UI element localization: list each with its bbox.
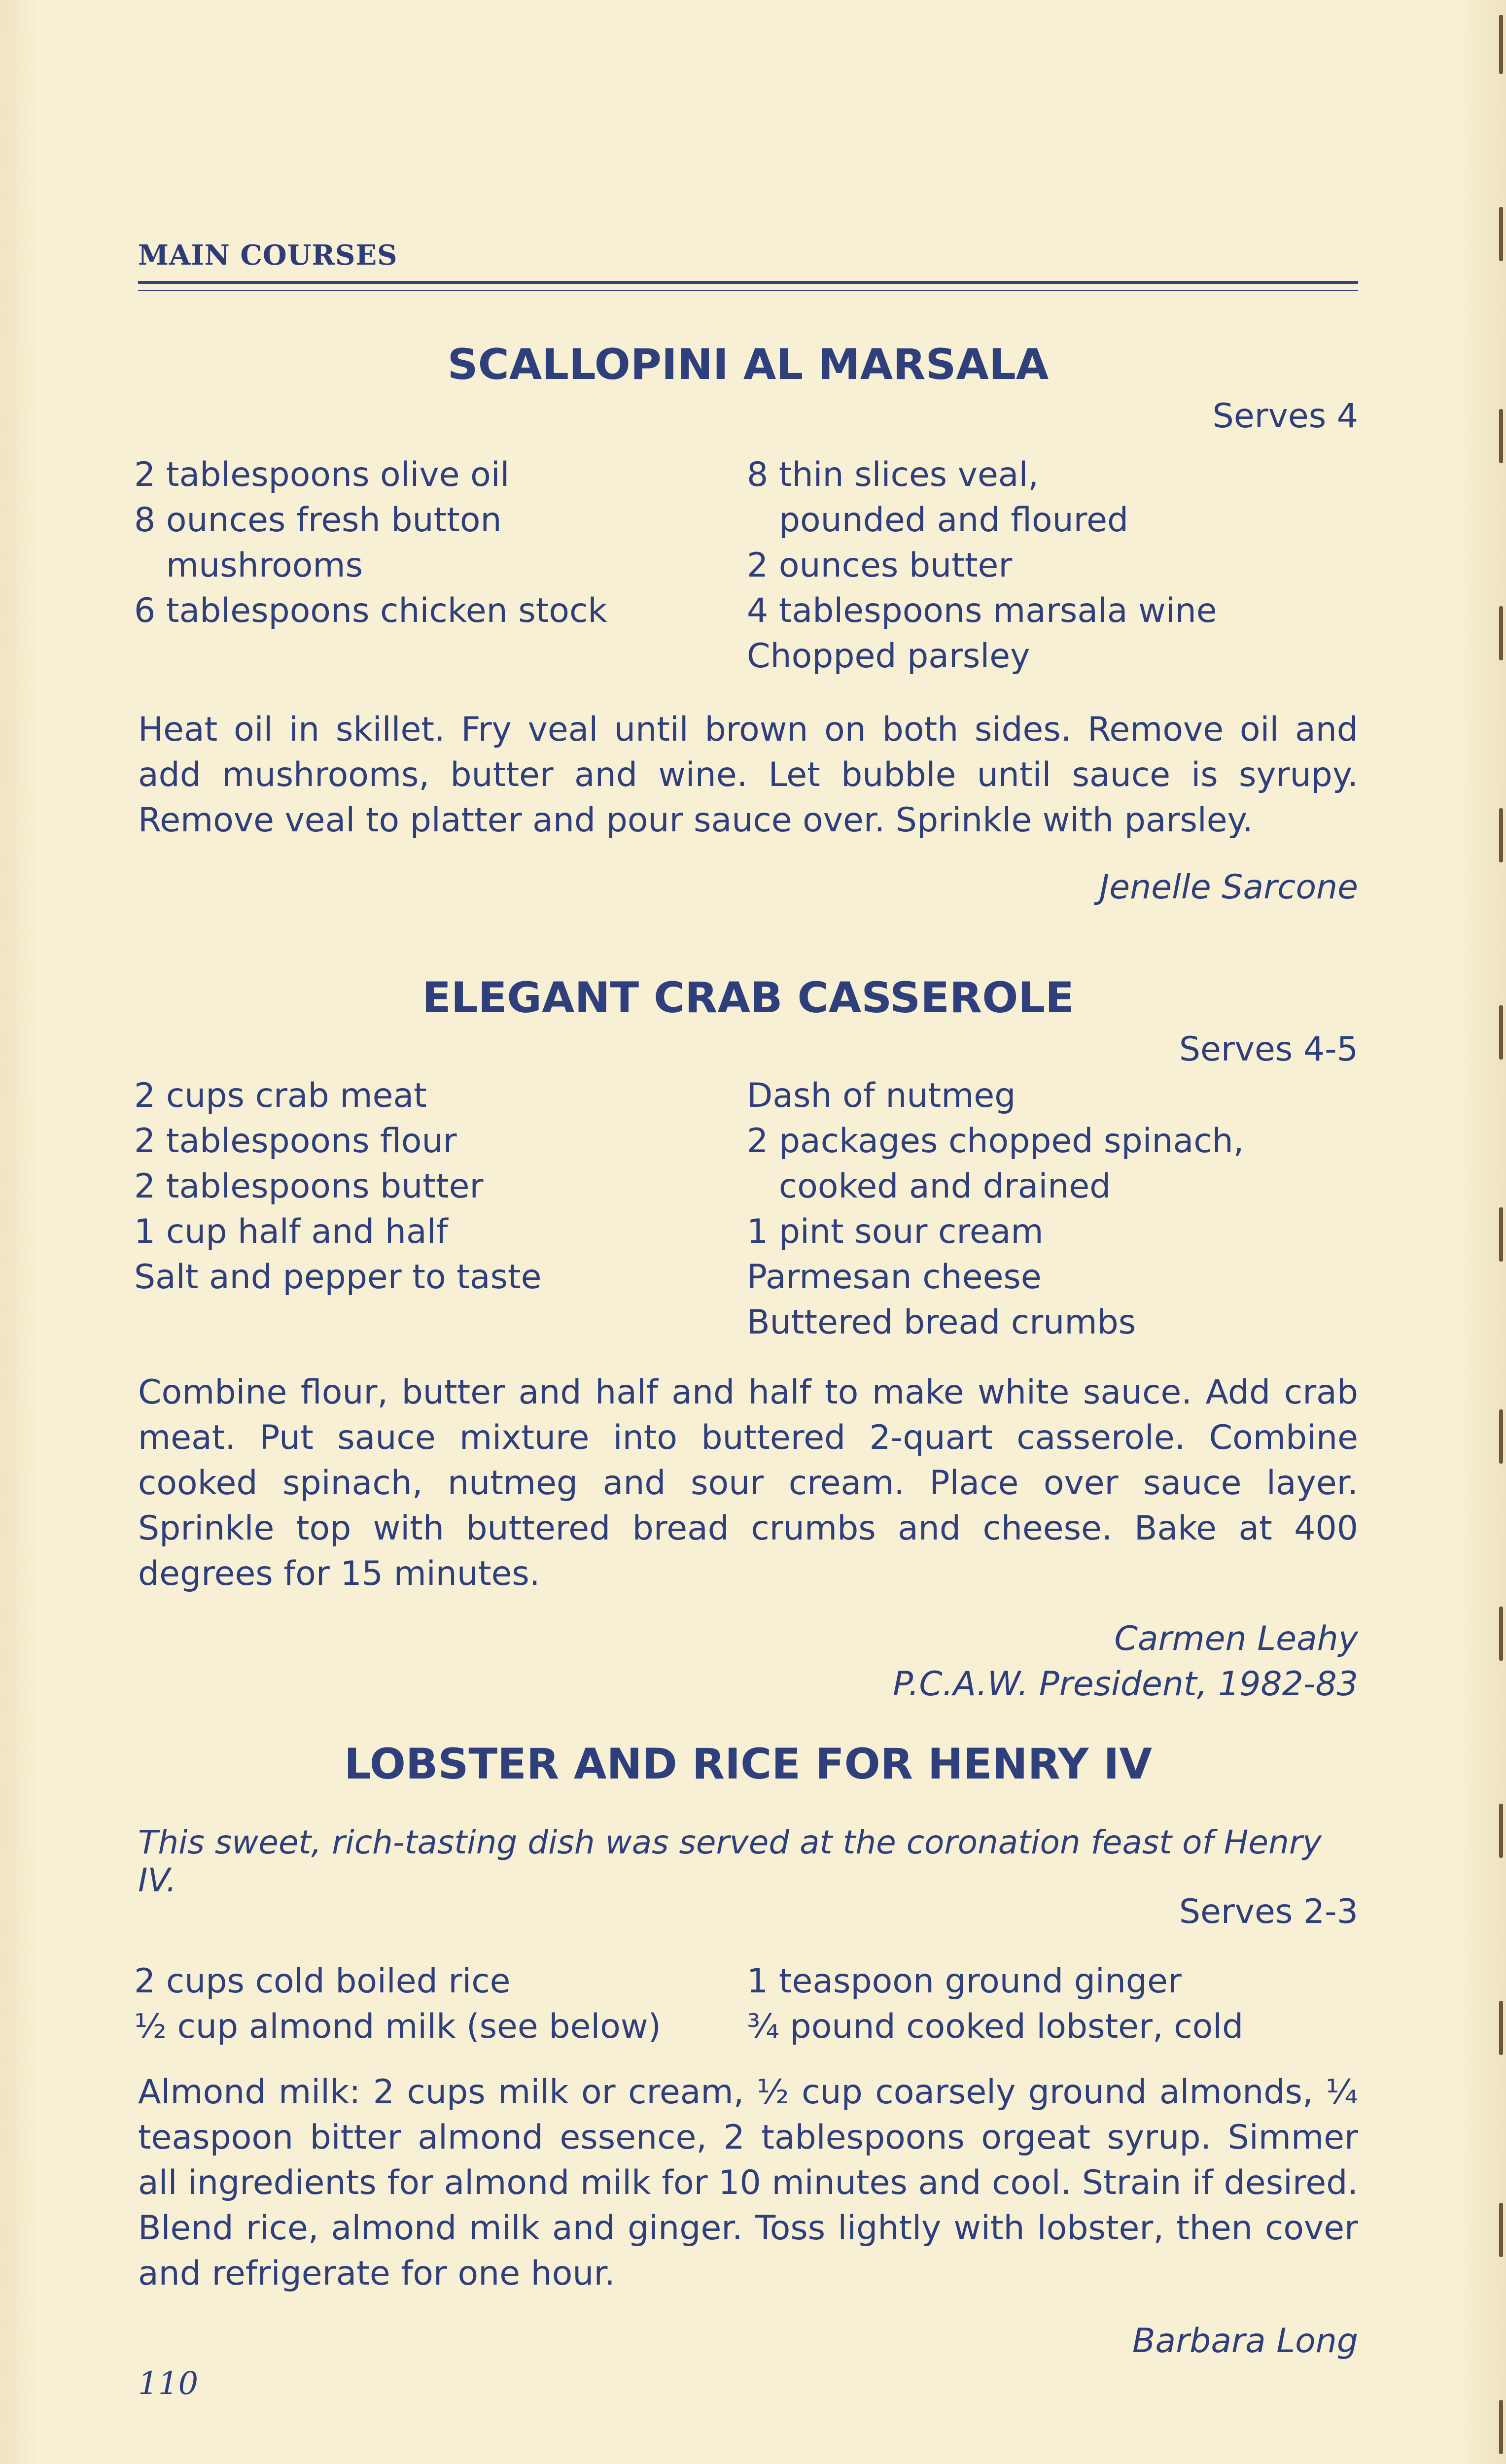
ingredient: 1 pint sour cream (747, 1212, 1044, 1251)
ingredient: ½ cup almond milk (see below) (134, 2007, 661, 2046)
ingredient: 1 teaspoon ground ginger (747, 1962, 1182, 2001)
ingredient: 2 cups crab meat (134, 1076, 427, 1115)
ingredient: 2 packages chopped spinach, (747, 1122, 1244, 1161)
ingredient: 2 tablespoons butter (134, 1167, 484, 1206)
ingredient: Parmesan cheese (747, 1258, 1042, 1297)
serves-label: Serves 4 (1212, 397, 1358, 436)
ingredient: mushrooms (134, 546, 363, 585)
binding-mark (1499, 1804, 1503, 1858)
recipe-title: ELEGANT CRAB CASSEROLE (422, 973, 1074, 1023)
ingredients-right (747, 452, 1217, 679)
ingredient: 2 ounces butter (747, 546, 1013, 585)
recipe-directions: Heat oil in skillet. Fry veal until brown on both sides. Remove oil and add mushrooms, butter and wine. Let bubble until sauce is syrupy. Remove veal to platter and pour sauce over. Sprinkle with parsley. (138, 710, 1358, 840)
binding-mark (1499, 2001, 1503, 2055)
ingredient: 2 cups cold boiled rice (134, 1962, 511, 2001)
ingredient: Chopped parsley (747, 637, 1030, 676)
binding-mark (1499, 1409, 1503, 1464)
recipe-directions: Combine flour, butter and half and half to make white sauce. Add crab meat. Put sauce mixture into buttered 2-quart casserole. Combine cooked spinach, nutmeg and sour cream. Place over sauce layer. Sprinkle top with buttered bread crumbs and cheese. Bake at 400 degrees for 15 minutes. (138, 1373, 1358, 1593)
ingredient: 6 tablespoons chicken stock (134, 591, 607, 630)
ingredients-left (134, 452, 607, 634)
ingredients-right (747, 1959, 1243, 2050)
header-rule (138, 290, 1358, 291)
ingredients-left (134, 1073, 541, 1300)
ingredient: 4 tablespoons marsala wine (747, 591, 1217, 630)
binding-mark (1499, 808, 1503, 862)
ingredient: 8 ounces fresh button (134, 501, 502, 540)
binding-mark (1499, 409, 1503, 463)
contributor-title: P.C.A.W. President, 1982-83 (893, 1665, 1358, 1704)
ingredients-right (747, 1073, 1244, 1345)
serves-label: Serves 2-3 (1179, 1892, 1358, 1931)
section-header: MAIN COURSES (138, 239, 398, 272)
binding-mark (1499, 15, 1503, 74)
recipe-title: LOBSTER AND RICE FOR HENRY IV (344, 1740, 1152, 1789)
ingredient: pounded and floured (747, 501, 1129, 540)
ingredient: 2 tablespoons flour (134, 1122, 457, 1161)
ingredient: Dash of nutmeg (747, 1076, 1016, 1115)
binding-mark (1499, 1005, 1503, 1060)
contributor-name: Barbara Long (1132, 2322, 1358, 2361)
ingredient: ¾ pound cooked lobster, cold (747, 2007, 1244, 2046)
ingredient: Buttered bread crumbs (747, 1303, 1136, 1342)
ingredient: cooked and drained (747, 1167, 1111, 1206)
recipe-title: SCALLOPINI AL MARSALA (447, 340, 1049, 389)
binding-mark (1499, 2203, 1503, 2257)
recipe-intro: This sweet, rich-tasting dish was served at the coronation feast of Henry IV. (138, 1823, 1322, 1899)
binding-mark (1499, 1207, 1503, 1262)
ingredient: Salt and pepper to taste (134, 1258, 542, 1297)
page-number: 110 (138, 2365, 199, 2402)
serves-label: Serves 4-5 (1179, 1030, 1358, 1069)
ingredient: 2 tablespoons olive oil (134, 455, 510, 494)
binding-mark (1499, 1607, 1503, 1661)
header-rule (138, 281, 1358, 284)
contributor-name: Jenelle Sarcone (1099, 868, 1358, 907)
ingredient: 8 thin slices veal, (747, 455, 1039, 494)
binding-mark (1499, 606, 1503, 660)
contributor-name: Carmen Leahy (1114, 1619, 1358, 1658)
recipe-directions: Almond milk: 2 cups milk or cream, ½ cup coarsely ground almonds, ¼ teaspoon bitter almond essence, 2 tablespoons orgeat syrup. Simmer all ingredients for almond milk for 10 minutes and cool. Strain if desired. Blend rice, almond milk and ginger. Toss lightly with lobster, then cover and refrigerate for one hour. (138, 2073, 1358, 2293)
binding-mark (1499, 2400, 1503, 2454)
ingredient: 1 cup half and half (134, 1212, 448, 1251)
ingredients-left (134, 1959, 661, 2050)
binding-mark (1499, 207, 1503, 261)
